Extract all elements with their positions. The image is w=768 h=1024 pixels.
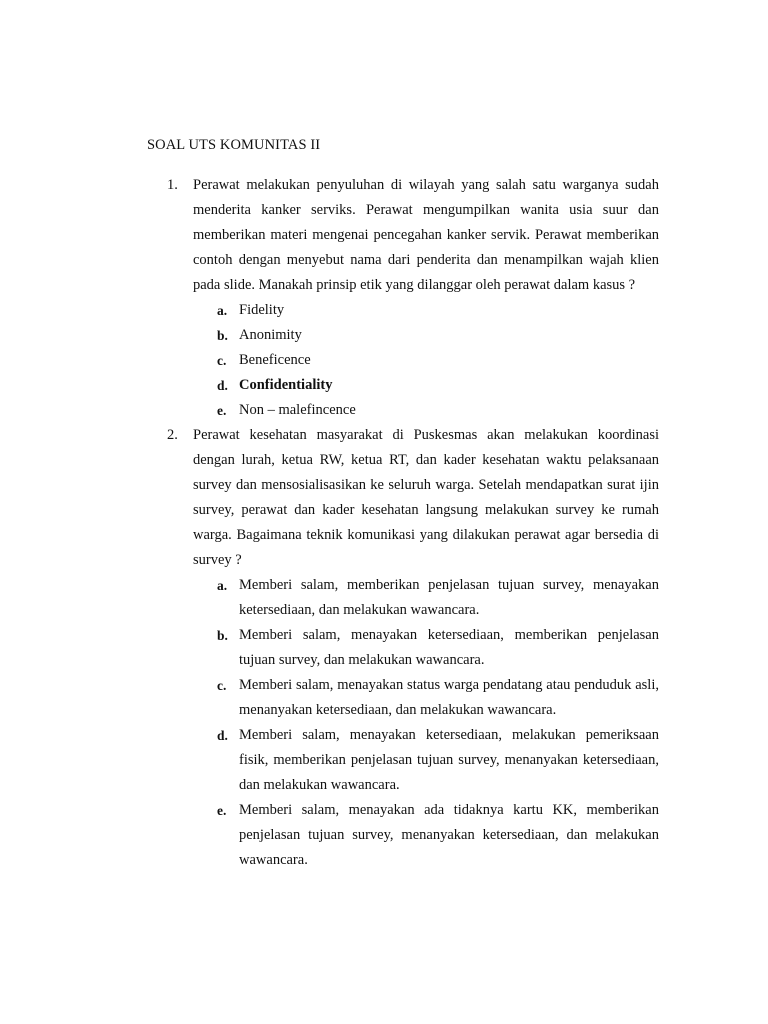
option-letter: d.: [217, 378, 228, 393]
option-c: [193, 348, 659, 373]
option-text: Anonimity: [239, 327, 302, 343]
option-letter: e.: [217, 803, 227, 818]
option-a: [193, 573, 659, 623]
question-body: [193, 423, 659, 873]
option-d: [193, 723, 659, 798]
option-text: Memberi salam, menayakan status warga pendatang atau penduduk asli, menanyakan ketersediaan, dan melakukan wawancara.: [239, 677, 659, 718]
option-d: [193, 373, 659, 398]
option-text: Non – malefincence: [239, 402, 356, 418]
question-number: 2.: [167, 427, 178, 443]
question-2: [147, 423, 659, 873]
option-text-answer: Confidentiality: [239, 377, 333, 393]
option-text: Memberi salam, menayakan ketersediaan, melakukan pemeriksaan fisik, memberikan penjelasan tujuan survey, menanyakan ketersediaan, dan melakukan wawancara.: [239, 727, 659, 793]
option-text: Beneficence: [239, 352, 311, 368]
option-text: Memberi salam, menayakan ada tidaknya kartu KK, memberikan penjelasan tujuan survey, menanyakan ketersediaan, dan melakukan wawancara.: [239, 802, 659, 868]
option-letter: b.: [217, 628, 228, 643]
option-list: [193, 298, 659, 423]
question-number: 1.: [167, 177, 178, 193]
document-title: SOAL UTS KOMUNITAS II: [147, 137, 321, 153]
option-letter: c.: [217, 353, 227, 368]
option-text: Fidelity: [239, 302, 285, 318]
option-e: [193, 798, 659, 873]
option-letter: e.: [217, 403, 227, 418]
option-b: [193, 323, 659, 348]
option-letter: c.: [217, 678, 227, 693]
question-text: Perawat melakukan penyuluhan di wilayah yang salah satu warganya sudah menderita kanker serviks. Perawat mengumpilkan wanita usia suur dan memberikan materi mengenai pencegahan kanker servik. Perawat memberikan contoh dengan menyebut nama dari penderita dan menampilkan wajah klien pada slide. Manakah prinsip etik yang dilanggar oleh perawat dalam kasus ?: [193, 177, 659, 293]
option-c: [193, 673, 659, 723]
option-list: [193, 573, 659, 873]
option-letter: a.: [217, 578, 228, 593]
option-letter: d.: [217, 728, 228, 743]
question-list: [147, 173, 659, 873]
question-1: [147, 173, 659, 423]
option-text: Memberi salam, memberikan penjelasan tujuan survey, menayakan ketersediaan, dan melakukan wawancara.: [239, 577, 659, 618]
question-text: Perawat kesehatan masyarakat di Puskesmas akan melakukan koordinasi dengan lurah, ketua RW, ketua RT, dan kader kesehatan waktu pelaksanaan survey dan mensosialisasikan ke seluruh warga. Setelah mendapatkan surat ijin survey, perawat dan kader kesehatan langsung melakukan survey ke rumah warga. Bagaimana teknik komunikasi yang dilakukan perawat agar bersedia di survey ?: [193, 427, 659, 568]
option-a: [193, 298, 659, 323]
option-letter: b.: [217, 328, 228, 343]
option-e: [193, 398, 659, 423]
question-body: [193, 173, 659, 423]
option-letter: a.: [217, 303, 228, 318]
option-b: [193, 623, 659, 673]
option-text: Memberi salam, menayakan ketersediaan, memberikan penjelasan tujuan survey, dan melakukan wawancara.: [239, 627, 659, 668]
